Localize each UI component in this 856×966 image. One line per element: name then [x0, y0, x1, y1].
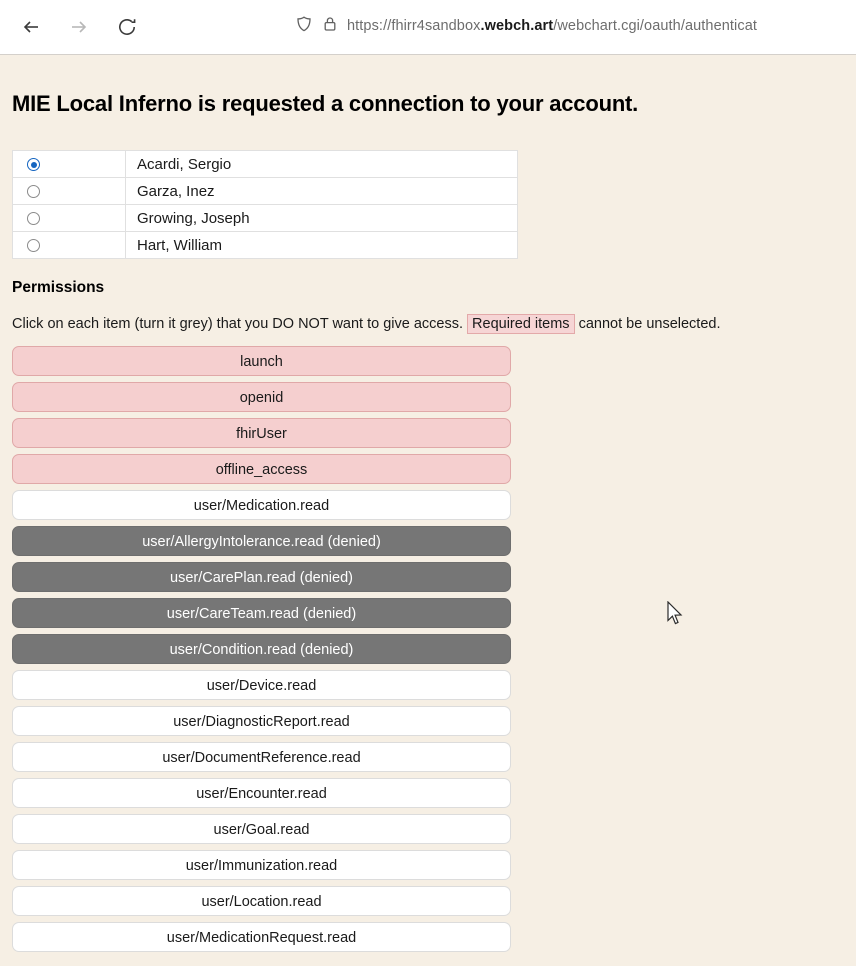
scope-item[interactable]: user/MedicationRequest.read	[12, 922, 511, 952]
table-row[interactable]	[13, 205, 518, 232]
instructions-text-before: Click on each item (turn it grey) that you DO NOT want to give access.	[12, 316, 464, 332]
radio-button[interactable]	[27, 185, 40, 198]
scope-item[interactable]: offline_access	[12, 454, 511, 484]
scope-item[interactable]: fhirUser	[12, 418, 511, 448]
table-row[interactable]	[13, 232, 518, 259]
account-radio-cell[interactable]	[13, 232, 126, 259]
instructions-text-after: cannot be unselected.	[578, 316, 721, 332]
url-text	[347, 18, 757, 34]
radio-button[interactable]	[27, 239, 40, 252]
scope-item[interactable]: user/Immunization.read	[12, 850, 511, 880]
scope-item[interactable]: user/Location.read	[12, 886, 511, 916]
scope-item[interactable]: user/CareTeam.read (denied)	[12, 598, 511, 628]
account-radio-cell[interactable]	[13, 205, 126, 232]
account-name[interactable]: Acardi, Sergio	[126, 151, 518, 178]
scope-item[interactable]: launch	[12, 346, 511, 376]
url-path: /webchart.cgi/oauth/authenticat	[553, 18, 758, 34]
scope-item[interactable]: user/Goal.read	[12, 814, 511, 844]
scope-item[interactable]: user/DocumentReference.read	[12, 742, 511, 772]
arrow-right-icon	[68, 16, 90, 38]
toolbar-divider	[0, 54, 856, 55]
radio-button[interactable]	[27, 212, 40, 225]
shield-icon[interactable]	[295, 15, 313, 38]
scope-item[interactable]: user/DiagnosticReport.read	[12, 706, 511, 736]
page-title: MIE Local Inferno is requested a connection to your account.	[12, 91, 639, 116]
url-host: .webch.art	[480, 18, 554, 34]
forward-button[interactable]	[62, 10, 96, 44]
page-content	[0, 91, 856, 952]
url-prefix: https://fhirr4sandbox	[347, 18, 481, 34]
arrow-left-icon	[20, 16, 42, 38]
navigation-buttons	[0, 10, 144, 44]
browser-toolbar	[0, 0, 856, 54]
scope-item[interactable]: user/Device.read	[12, 670, 511, 700]
scope-item[interactable]: user/CarePlan.read (denied)	[12, 562, 511, 592]
required-items-badge: Required items	[467, 314, 575, 334]
account-radio-cell[interactable]	[13, 151, 126, 178]
scope-item[interactable]: user/Encounter.read	[12, 778, 511, 808]
reload-button[interactable]	[110, 10, 144, 44]
account-radio-cell[interactable]	[13, 178, 126, 205]
reload-icon	[116, 16, 138, 38]
permissions-heading: Permissions	[12, 279, 105, 296]
scope-item[interactable]: user/AllergyIntolerance.read (denied)	[12, 526, 511, 556]
table-row[interactable]	[13, 151, 518, 178]
table-row[interactable]	[13, 178, 518, 205]
radio-button-selected[interactable]	[27, 158, 40, 171]
permissions-instructions	[12, 316, 844, 332]
account-name[interactable]: Garza, Inez	[126, 178, 518, 205]
scope-item[interactable]: user/Condition.read (denied)	[12, 634, 511, 664]
address-bar[interactable]	[287, 9, 856, 43]
account-rows	[13, 151, 518, 259]
scope-list	[12, 346, 511, 952]
account-name[interactable]: Hart, William	[126, 232, 518, 259]
scope-item[interactable]: openid	[12, 382, 511, 412]
account-selection-table	[12, 150, 518, 259]
scope-item[interactable]: user/Medication.read	[12, 490, 511, 520]
lock-icon[interactable]	[322, 15, 338, 38]
account-name[interactable]: Growing, Joseph	[126, 205, 518, 232]
back-button[interactable]	[14, 10, 48, 44]
